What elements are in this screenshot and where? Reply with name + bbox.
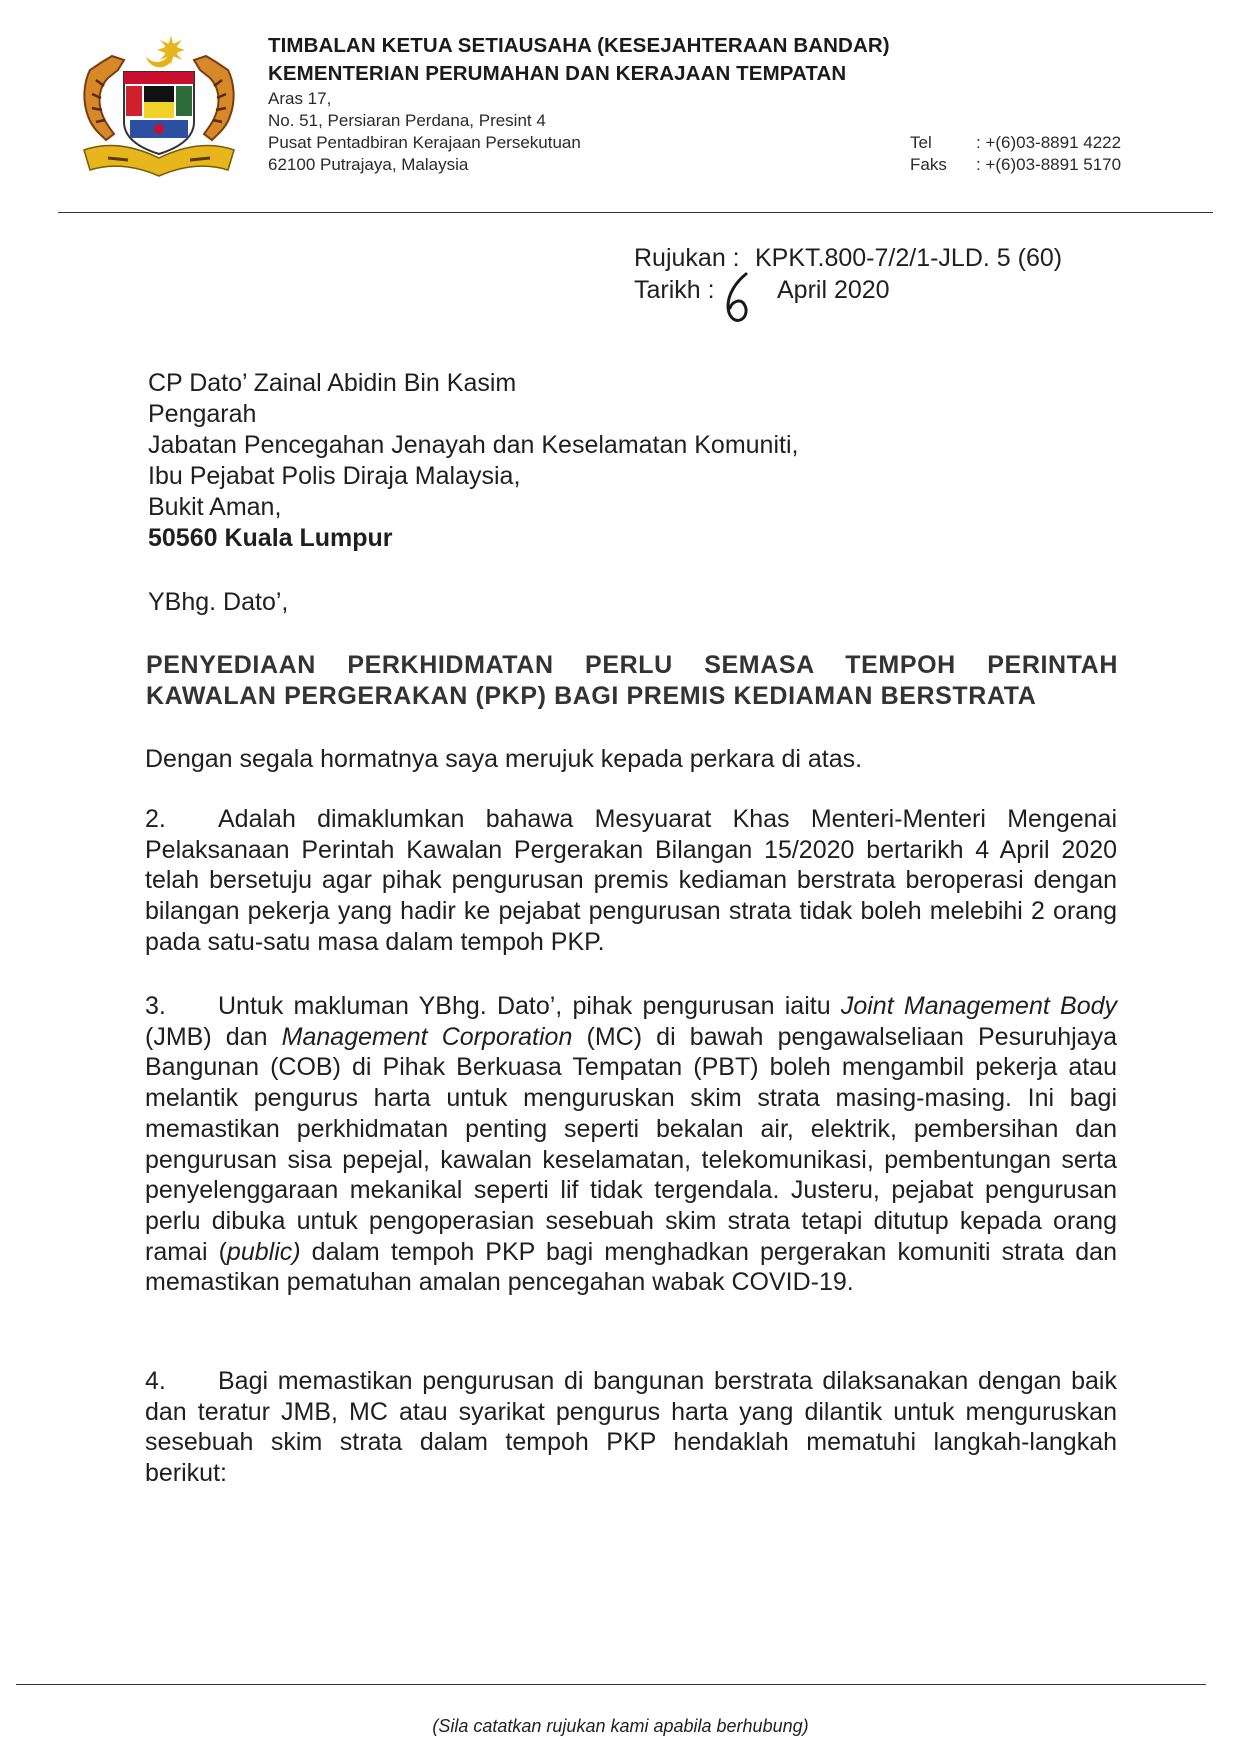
fax-value: : +(6)03-8891 5170	[976, 155, 1122, 174]
paragraph-3-jmb-term: Joint Management Body	[840, 992, 1118, 1020]
salutation: YBhg. Dato’,	[148, 588, 289, 616]
reference-number: KPKT.800-7/2/1-JLD. 5 (60)	[755, 244, 1063, 272]
addressee-title: Pengarah	[148, 400, 257, 428]
address-line-3: Pusat Pentadbiran Kerajaan Persekutuan	[268, 133, 581, 152]
reference-label: Rujukan :	[634, 244, 740, 272]
org-title-line-2: KEMENTERIAN PERUMAHAN DAN KERAJAAN TEMPATAN	[268, 62, 847, 85]
addressee-department: Jabatan Pencegahan Jenayah dan Keselamatan Komuniti,	[148, 431, 799, 459]
paragraph-2-number: 2.	[145, 805, 166, 833]
addressee-city: 50560 Kuala Lumpur	[148, 524, 393, 552]
handwritten-day	[722, 270, 756, 326]
opening-paragraph: Dengan segala hormatnya saya merujuk kepada perkara di atas.	[145, 745, 863, 773]
header-divider	[58, 212, 1213, 213]
tel-value: : +(6)03-8891 4222	[976, 133, 1122, 152]
footer-divider	[16, 1684, 1206, 1685]
footer-note: (Sila catatkan rujukan kami apabila berhubung)	[432, 1716, 809, 1736]
subject-line-1: PENYEDIAAN PERKHIDMATAN PERLU SEMASA TEMPOH PERINTAH	[146, 651, 1118, 679]
paragraph-3-text-g: dalam tempoh PKP bagi menghadkan pergerakan komuniti strata dan memastikan pematuhan amalan pencegahan wabak COVID-19.	[145, 1237, 1117, 1297]
org-title-line-1: TIMBALAN KETUA SETIAUSAHA (KESEJAHTERAAN BANDAR)	[268, 34, 890, 57]
addressee-name: CP Dato’ Zainal Abidin Bin Kasim	[148, 369, 517, 397]
address-line-2: No. 51, Persiaran Perdana, Presint 4	[268, 111, 546, 130]
address-line-4: 62100 Putrajaya, Malaysia	[268, 155, 469, 174]
paragraph-4-number: 4.	[145, 1367, 166, 1395]
subject-line-2: KAWALAN PERGERAKAN (PKP) BAGI PREMIS KEDIAMAN BERSTRATA	[146, 682, 1037, 710]
paragraph-4	[145, 1366, 1117, 1489]
paragraph-3-public-term: public)	[226, 1237, 301, 1266]
date-value: April 2020	[777, 276, 890, 304]
handwritten-day-six-icon	[722, 270, 756, 326]
date-label: Tarikh :	[634, 276, 715, 304]
address-line-1: Aras 17,	[268, 89, 332, 108]
paragraph-3-number: 3.	[145, 992, 166, 1020]
paragraph-3-text-c: (JMB) dan	[145, 1022, 282, 1051]
paragraph-3	[145, 991, 1117, 1298]
paragraph-3-text-e: (MC) di bawah pengawalseliaan Pesuruhjaya Bangunan (COB) di Pihak Berkuasa Tempatan (PBT) boleh mengambil pekerja atau melantik pengurus harta untuk menguruskan skim strata masing-masing. Ini bagi memastikan perkhidmatan penting seperti bekalan air, elektrik, pembersihan dan pengurusan sisa pepejal, kawalan keselamatan, telekomunikasi, pembentungan serta penyelenggaraan mekanikal seperti lif tidak tergendala. Justeru, pejabat pengurusan perlu dibuka untuk pengoperasian sesebuah skim strata tetapi ditutup kepada orang ramai (	[145, 1022, 1117, 1266]
paragraph-4-text: Bagi memastikan pengurusan di bangunan berstrata dilaksanakan dengan baik dan teratur JMB, MC atau syarikat pengurus harta yang dilantik untuk menguruskan sesebuah skim strata dalam tempoh PKP hendaklah mematuhi langkah-langkah berikut:	[145, 1367, 1117, 1488]
addressee-area: Bukit Aman,	[148, 493, 282, 521]
paragraph-3-mc-term: Management Corporation	[281, 1022, 573, 1051]
fax-label: Faks	[910, 155, 947, 174]
coat-of-arms-logo	[78, 30, 240, 178]
paragraph-3-text-a: Untuk makluman YBhg. Dato’, pihak pengurusan iaitu	[218, 992, 841, 1020]
malaysian-coat-of-arms-icon	[78, 30, 240, 178]
tel-label: Tel	[910, 133, 932, 152]
paragraph-2	[145, 804, 1117, 958]
paragraph-2-text: Adalah dimaklumkan bahawa Mesyuarat Khas Menteri-Menteri Mengenai Pelaksanaan Perintah Kawalan Pergerakan Bilangan 15/2020 bertarikh 4 April 2020 telah bersetuju agar pihak pengurusan premis kediaman berstrata beroperasi dengan bilangan pekerja yang hadir ke pejabat pengurusan strata tidak boleh melebihi 2 orang pada satu-satu masa dalam tempoh PKP.	[145, 805, 1117, 956]
addressee-headquarters: Ibu Pejabat Polis Diraja Malaysia,	[148, 462, 521, 490]
